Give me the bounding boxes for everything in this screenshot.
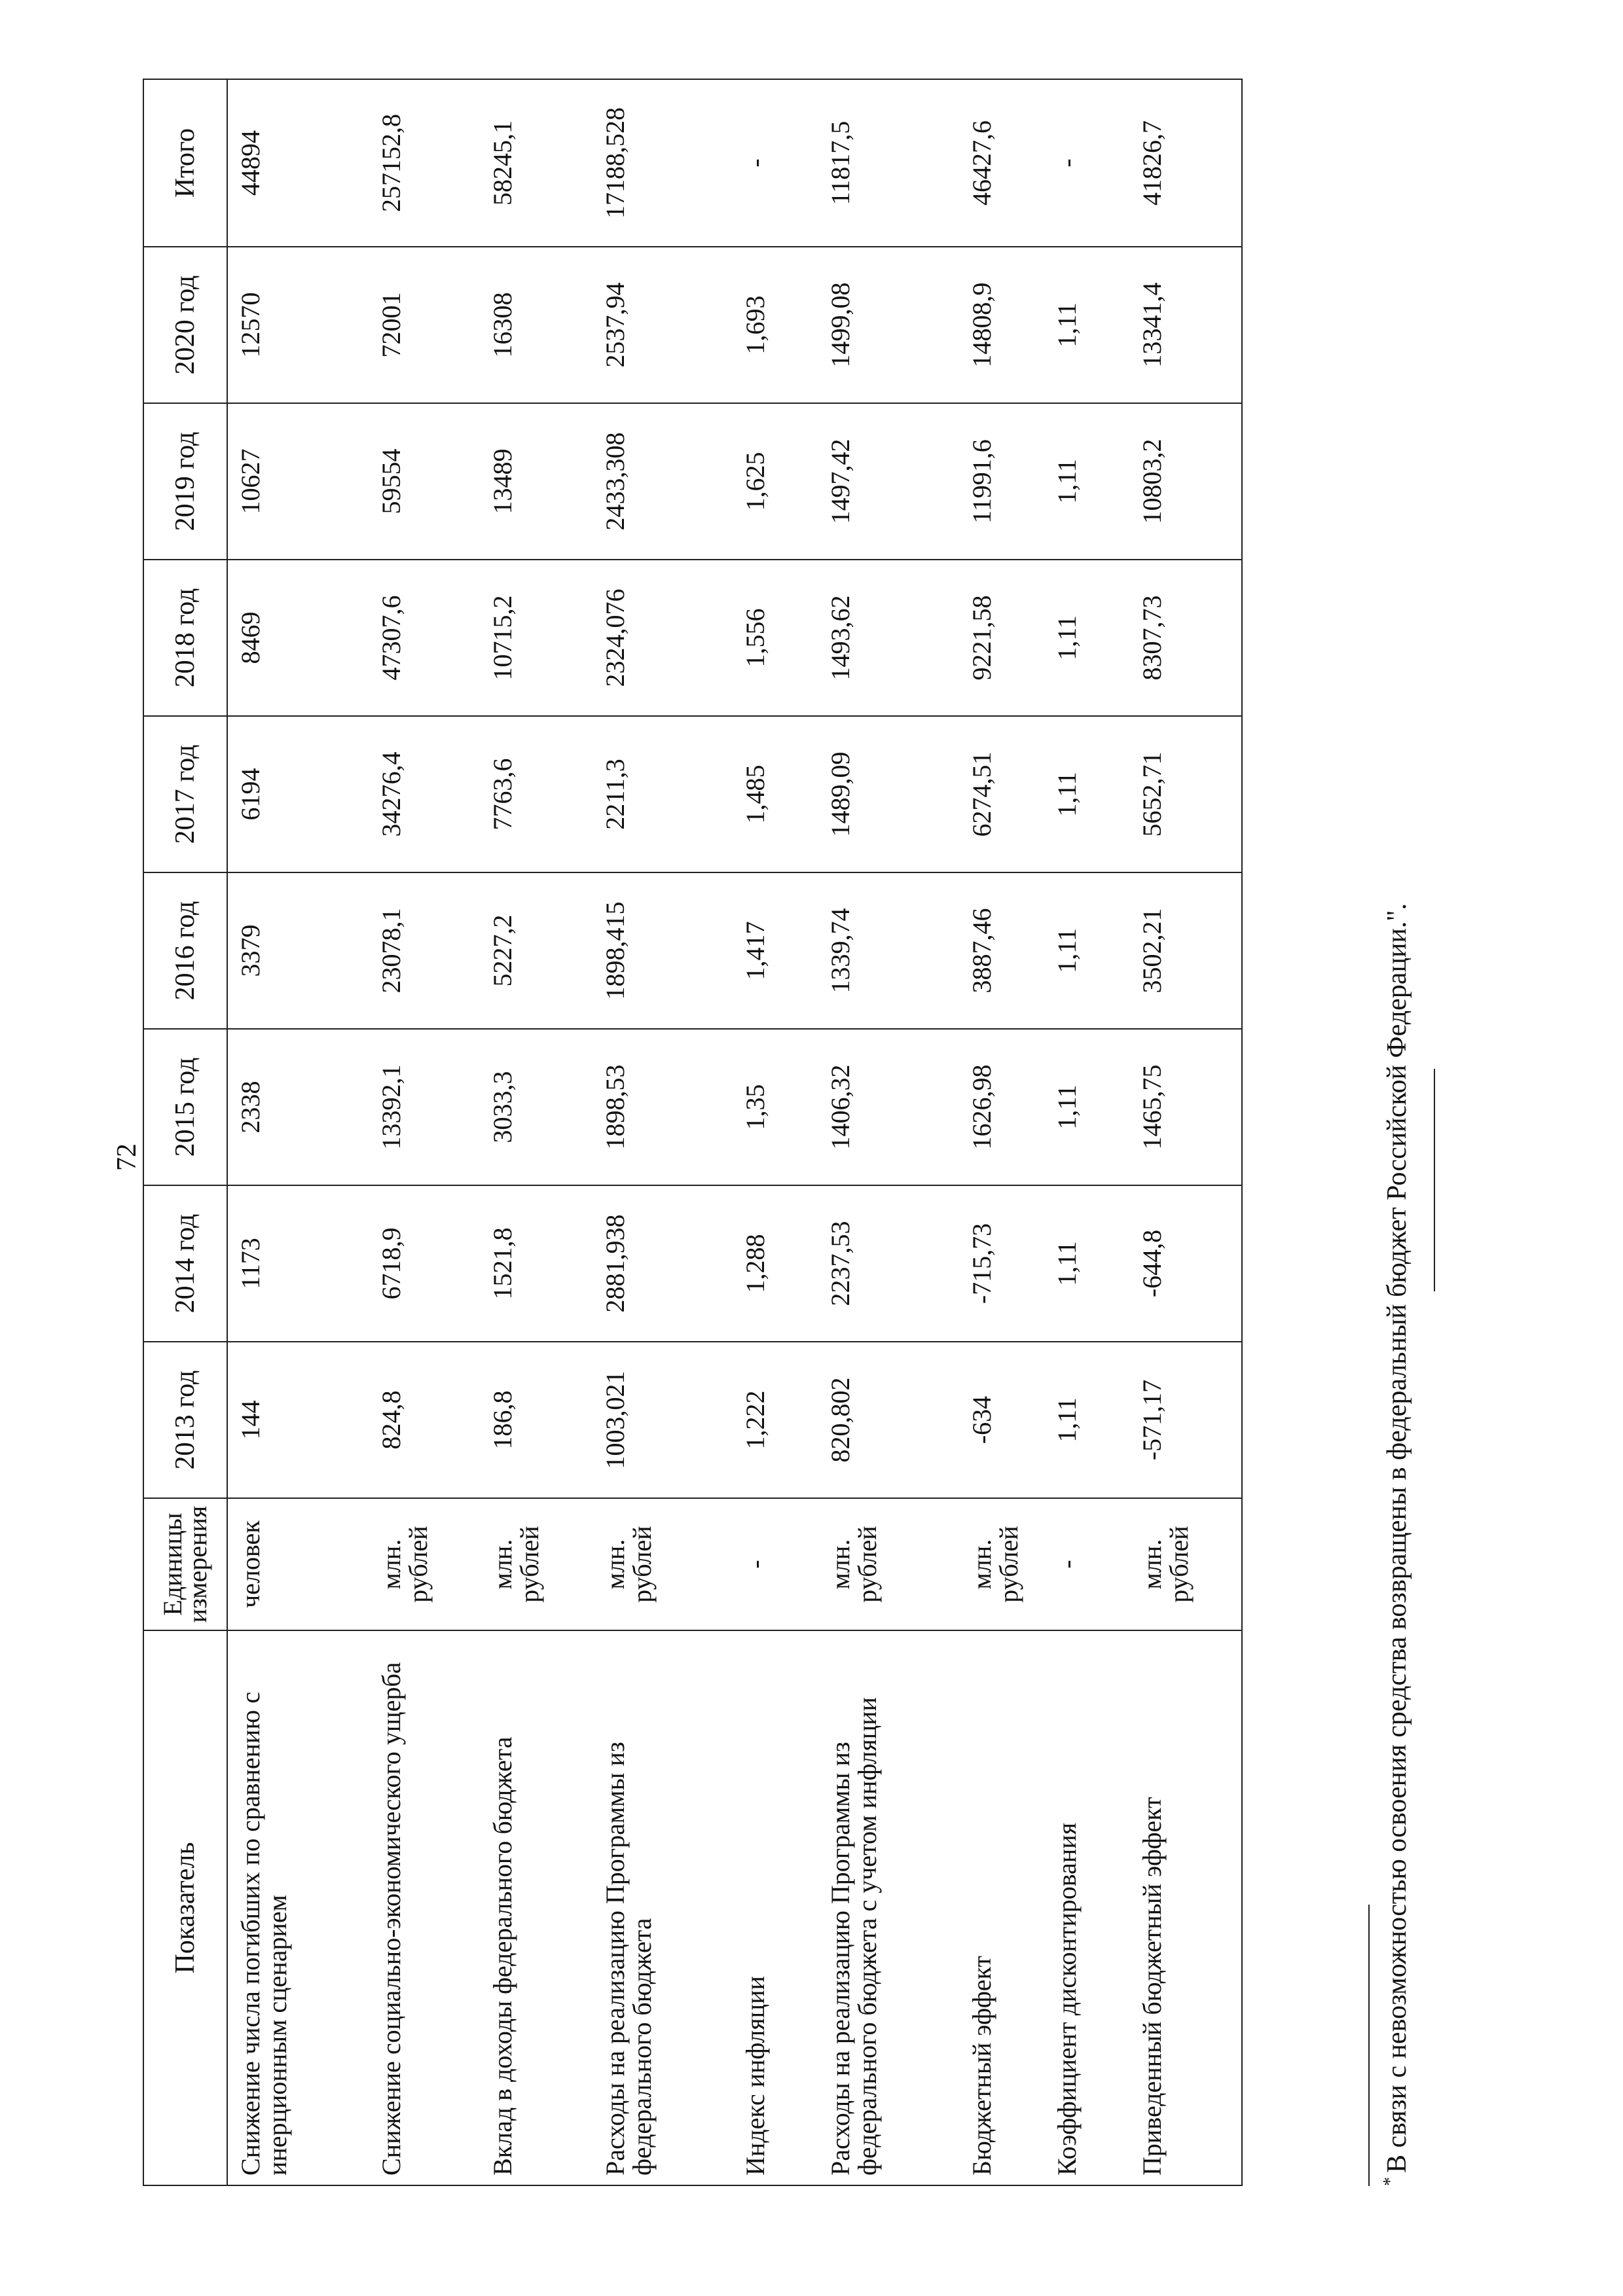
footnote-mark: *	[1380, 2177, 1400, 2186]
value-cell: 1,11	[1044, 716, 1129, 872]
unit-cell: млн. рублей	[369, 1498, 480, 1630]
value-cell: 1,11	[1044, 1342, 1129, 1498]
value-cell: 824,8	[369, 1342, 480, 1498]
value-cell: 1626,98	[959, 1029, 1044, 1185]
value-cell: 16308	[480, 247, 593, 403]
page-number: 72	[112, 1143, 142, 1171]
value-cell: 11991,6	[959, 403, 1044, 560]
unit-cell: млн. рублей	[959, 1498, 1044, 1630]
header-cell: Итого	[143, 79, 227, 247]
value-cell: 1,11	[1044, 1029, 1129, 1185]
value-cell: 2211,3	[593, 716, 733, 872]
value-cell: 23078,1	[369, 872, 480, 1029]
value-cell: 1,288	[733, 1185, 818, 1342]
indicator-cell: Индекс инфляции	[733, 1630, 818, 2185]
value-cell: 7763,6	[480, 716, 593, 872]
value-cell: 41826,7	[1129, 79, 1242, 247]
unit-cell: -	[1044, 1498, 1129, 1630]
value-cell: 13392,1	[369, 1029, 480, 1185]
value-cell: 2338	[227, 1029, 369, 1185]
value-cell: 3887,46	[959, 872, 1044, 1029]
value-cell: 1173	[227, 1185, 369, 1342]
table-body	[227, 79, 1242, 2185]
header-cell: 2019 год	[143, 403, 227, 560]
value-cell: 1,11	[1044, 872, 1129, 1029]
value-cell: 3033,3	[480, 1029, 593, 1185]
indicator-cell: Расходы на реализацию Программы из федерального бюджета	[593, 1630, 733, 2185]
footnote	[1375, 223, 1413, 2186]
table-row	[733, 79, 818, 2185]
unit-cell: млн. рублей	[1129, 1498, 1242, 1630]
value-cell: 44894	[227, 79, 369, 247]
value-cell: 1339,74	[818, 872, 959, 1029]
unit-cell: -	[733, 1498, 818, 1630]
value-cell: 47307,6	[369, 560, 480, 716]
value-cell: 8469	[227, 560, 369, 716]
value-cell: 9221,58	[959, 560, 1044, 716]
value-cell: 13489	[480, 403, 593, 560]
value-cell: 8307,73	[1129, 560, 1242, 716]
value-cell: 2433,308	[593, 403, 733, 560]
value-cell: 3502,21	[1129, 872, 1242, 1029]
value-cell: 14808,9	[959, 247, 1044, 403]
value-cell: 1499,08	[818, 247, 959, 403]
value-cell: 34276,4	[369, 716, 480, 872]
header-cell: 2018 год	[143, 560, 227, 716]
indicator-cell: Расходы на реализацию Программы из федерального бюджета с учетом инфляции	[818, 1630, 959, 2185]
value-cell: 1898,415	[593, 872, 733, 1029]
value-cell: 10715,2	[480, 560, 593, 716]
value-cell: 1521,8	[480, 1185, 593, 1342]
value-cell: 1898,53	[593, 1029, 733, 1185]
value-cell: 2537,94	[593, 247, 733, 403]
header-cell: 2013 год	[143, 1342, 227, 1498]
value-cell: 1,35	[733, 1029, 818, 1185]
header-cell: 2015 год	[143, 1029, 227, 1185]
table-row	[818, 79, 959, 2185]
indicator-cell: Снижение числа погибших по сравнению с инерционным сценарием	[227, 1630, 369, 2185]
value-cell: 820,802	[818, 1342, 959, 1498]
value-cell: 58245,1	[480, 79, 593, 247]
value-cell: -715,73	[959, 1185, 1044, 1342]
value-cell: 1493,62	[818, 560, 959, 716]
unit-cell: млн. рублей	[480, 1498, 593, 1630]
indicator-cell: Вклад в доходы федерального бюджета	[480, 1630, 593, 2185]
indicator-cell: Бюджетный эффект	[959, 1630, 1044, 2185]
value-cell: 1,11	[1044, 403, 1129, 560]
unit-cell: человек	[227, 1498, 369, 1630]
value-cell: 1,222	[733, 1342, 818, 1498]
value-cell: 1,625	[733, 403, 818, 560]
table-row	[1044, 79, 1129, 2185]
table-row	[227, 79, 369, 2185]
value-cell: 1,11	[1044, 247, 1129, 403]
value-cell: 2237,53	[818, 1185, 959, 1342]
value-cell: 1465,75	[1129, 1029, 1242, 1185]
table-row	[480, 79, 593, 2185]
value-cell: 1489,09	[818, 716, 959, 872]
value-cell: 186,8	[480, 1342, 593, 1498]
footnote-divider	[1368, 1905, 1370, 2186]
unit-cell: млн. рублей	[593, 1498, 733, 1630]
unit-cell: млн. рублей	[818, 1498, 959, 1630]
value-cell: 17188,528	[593, 79, 733, 247]
value-cell: 12570	[227, 247, 369, 403]
value-cell: 6194	[227, 716, 369, 872]
value-cell: 1,556	[733, 560, 818, 716]
table-row	[959, 79, 1044, 2185]
value-cell: 1,417	[733, 872, 818, 1029]
value-cell: 2324,076	[593, 560, 733, 716]
value-cell: 10627	[227, 403, 369, 560]
value-cell: -644,8	[1129, 1185, 1242, 1342]
table-header-row	[143, 79, 227, 2185]
separator-line	[1434, 1069, 1435, 1291]
value-cell: 5652,71	[1129, 716, 1242, 872]
value-cell: -571,17	[1129, 1342, 1242, 1498]
value-cell: 1003,021	[593, 1342, 733, 1498]
value-cell: 1,11	[1044, 560, 1129, 716]
value-cell: 46427,6	[959, 79, 1044, 247]
table-row	[369, 79, 480, 2185]
value-cell: -	[733, 79, 818, 247]
header-cell: Показатель	[143, 1630, 227, 2185]
value-cell: 6718,9	[369, 1185, 480, 1342]
header-cell: 2016 год	[143, 872, 227, 1029]
indicator-cell: Приведенный бюджетный эффект	[1129, 1630, 1242, 2185]
indicator-cell: Снижение социально-экономического ущерба	[369, 1630, 480, 2185]
value-cell: 72001	[369, 247, 480, 403]
indicator-cell: Коэффициент дисконтирования	[1044, 1630, 1129, 2185]
value-cell: 1406,32	[818, 1029, 959, 1185]
value-cell: 257152,8	[369, 79, 480, 247]
value-cell: 1,693	[733, 247, 818, 403]
value-cell: -	[1044, 79, 1129, 247]
table-row	[593, 79, 733, 2185]
header-cell: Единицы измерения	[143, 1498, 227, 1630]
value-cell: 5227,2	[480, 872, 593, 1029]
value-cell: 13341,4	[1129, 247, 1242, 403]
value-cell: 3379	[227, 872, 369, 1029]
value-cell: 2881,938	[593, 1185, 733, 1342]
value-cell: -634	[959, 1342, 1044, 1498]
table-row	[1129, 79, 1242, 2185]
header-cell: 2020 год	[143, 247, 227, 403]
value-cell: 1497,42	[818, 403, 959, 560]
value-cell: 59554	[369, 403, 480, 560]
value-cell: 1,485	[733, 716, 818, 872]
value-cell: 1,11	[1044, 1185, 1129, 1342]
header-cell: 2017 год	[143, 716, 227, 872]
footnote-text: В связи с невозможностью освоения средства возвращены в федеральный бюджет Российской Федерации.".	[1382, 903, 1412, 2173]
budget-efficiency-table	[143, 79, 1243, 2186]
value-cell: 144	[227, 1342, 369, 1498]
header-cell: 2014 год	[143, 1185, 227, 1342]
value-cell: 6274,51	[959, 716, 1044, 872]
value-cell: 11817,5	[818, 79, 959, 247]
value-cell: 10803,2	[1129, 403, 1242, 560]
